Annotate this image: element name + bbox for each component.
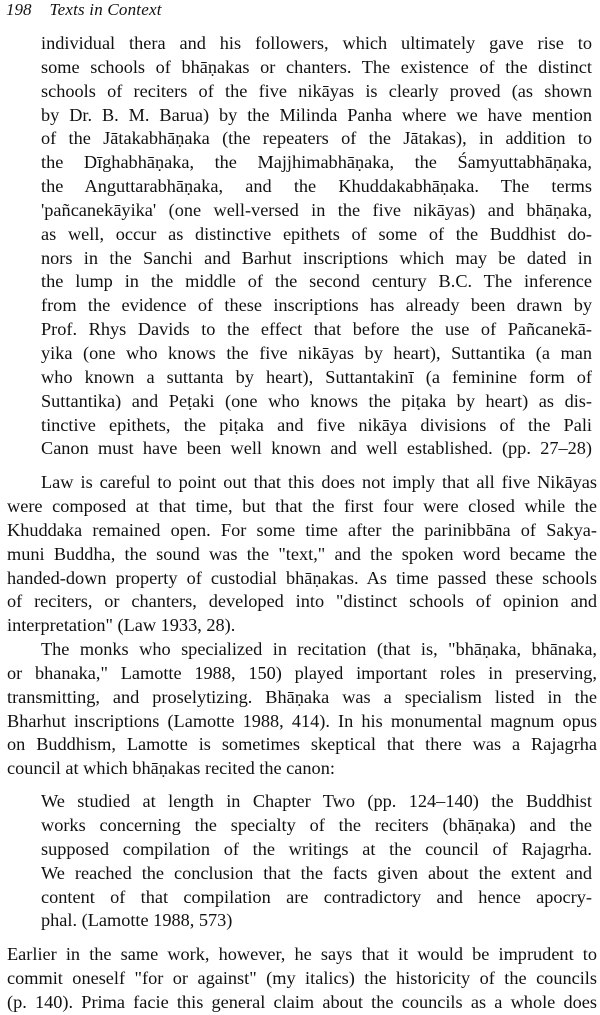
paragraph-earlier-same-work — [7, 943, 597, 1015]
quote-line: individual thera and his followers, which ultimately gave rise to — [41, 33, 592, 53]
quote-line: We reached the conclusion that the facts given about the extent and — [41, 862, 592, 883]
quote-line: Canon must have been well known and well established. (pp. 27–28) — [41, 438, 592, 459]
quote-line: as well, occur as distinctive epithets of some of the Buddhist do- — [41, 223, 592, 244]
page-text — [7, 32, 597, 1015]
paragraph-monks-recitation — [7, 638, 597, 781]
quote-line: schools of reciters of the five nikāyas is clearly proved (as shown — [41, 80, 592, 101]
paragraph-line: Khuddaka remained open. For some time after the parinibbāna of Sakya- — [7, 519, 597, 540]
paragraph-line: council at which bhāṇakas recited the canon: — [7, 758, 335, 779]
running-header — [6, 0, 162, 24]
paragraph-line: muni Buddha, the sound was the "text," and the spoken word became the — [7, 543, 597, 564]
paragraph-line: transmitting, and proselytizing. Bhāṇaka was a specialism listed in the — [7, 686, 597, 707]
quote-line: the lump in the middle of the second century B.C. The inference — [41, 271, 592, 292]
page-number: 198 — [6, 0, 32, 19]
quote-line: Prof. Rhys Davids to the effect that before the use of Pañcanekā- — [41, 319, 592, 340]
paragraph-law-careful — [7, 471, 597, 638]
paragraph-line: (p. 140). Prima facie this general claim about the councils as a whole does — [7, 991, 597, 1012]
quote-line: some schools of bhāṇakas or chanters. The existence of the distinct — [41, 56, 592, 77]
paragraph-line: commit oneself "for or against" (my italics) the historicity of the councils — [7, 968, 597, 989]
paragraph-line: interpretation" (Law 1933, 28). — [7, 615, 236, 636]
block-quote-law — [7, 32, 597, 461]
paragraph-line: were composed at that time, but that the first four were closed while the — [7, 496, 597, 517]
paragraph-line: Bharhut inscriptions (Lamotte 1988, 414). In his monumental magnum opus — [7, 710, 597, 731]
quote-line: We studied at length in Chapter Two (pp. 124–140) the Buddhist — [41, 791, 592, 812]
quote-line: the Anguttarabhāṇaka, and the Khuddakabhāṇaka. The terms — [41, 176, 592, 197]
paragraph-line: Law is careful to point out that this does not imply that all five Nikāyas — [41, 472, 597, 493]
quote-line: supposed compilation of the writings at the council of Rajagrha. — [41, 838, 592, 859]
paragraph-line: or bhanaka," Lamotte 1988, 150) played important roles in preserving, — [7, 662, 597, 683]
quote-line: of the Jātakabhāṇaka (the repeaters of the Jātakas), in addition to — [41, 128, 592, 149]
quote-line: phal. (Lamotte 1988, 573) — [41, 910, 233, 931]
quote-line: from the evidence of these inscriptions has already been drawn by — [41, 295, 592, 316]
running-title: Texts in Context — [49, 0, 162, 19]
paragraph-line: on Buddhism, Lamotte is sometimes skeptical that there was a Rajagrha — [7, 734, 597, 755]
paragraph-line: of reciters, or chanters, developed into "distinct schools of opinion and — [7, 591, 597, 612]
block-quote-lamotte — [7, 790, 597, 933]
paragraph-line: The monks who specialized in recitation (that is, "bhāṇaka, bhānaka, — [41, 639, 597, 660]
quote-line: tinctive epithets, the piṭaka and five nikāya divisions of the Pali — [41, 414, 592, 435]
paragraph-line: Earlier in the same work, however, he says that it would be imprudent to — [7, 944, 597, 965]
quote-line: yika (one who knows the five nikāyas by heart), Suttantika (a man — [41, 342, 592, 363]
quote-line: 'pañcanekāyika' (one well-versed in the five nikāyas) and bhāṇaka, — [41, 199, 592, 220]
quote-line: Suttantika) and Peṭaki (one who knows the piṭaka by heart) as dis- — [41, 390, 592, 411]
paragraph-line: handed-down property of custodial bhāṇakas. As time passed these schools — [7, 567, 597, 588]
quote-line: nors in the Sanchi and Barhut inscriptions which may be dated in — [41, 247, 592, 268]
quote-line: works concerning the specialty of the reciters (bhāṇaka) and the — [41, 815, 592, 835]
quote-line: the Dīghabhāṇaka, the Majjhimabhāṇaka, the Śamyuttabhāṇaka, — [41, 152, 592, 173]
quote-line: who known a suttanta by heart), Suttantakinī (a feminine form of — [41, 366, 592, 387]
quote-line: by Dr. B. M. Barua) by the Milinda Panha where we have mention — [41, 104, 592, 125]
quote-line: content of that compilation are contradictory and hence apocry- — [41, 886, 592, 907]
